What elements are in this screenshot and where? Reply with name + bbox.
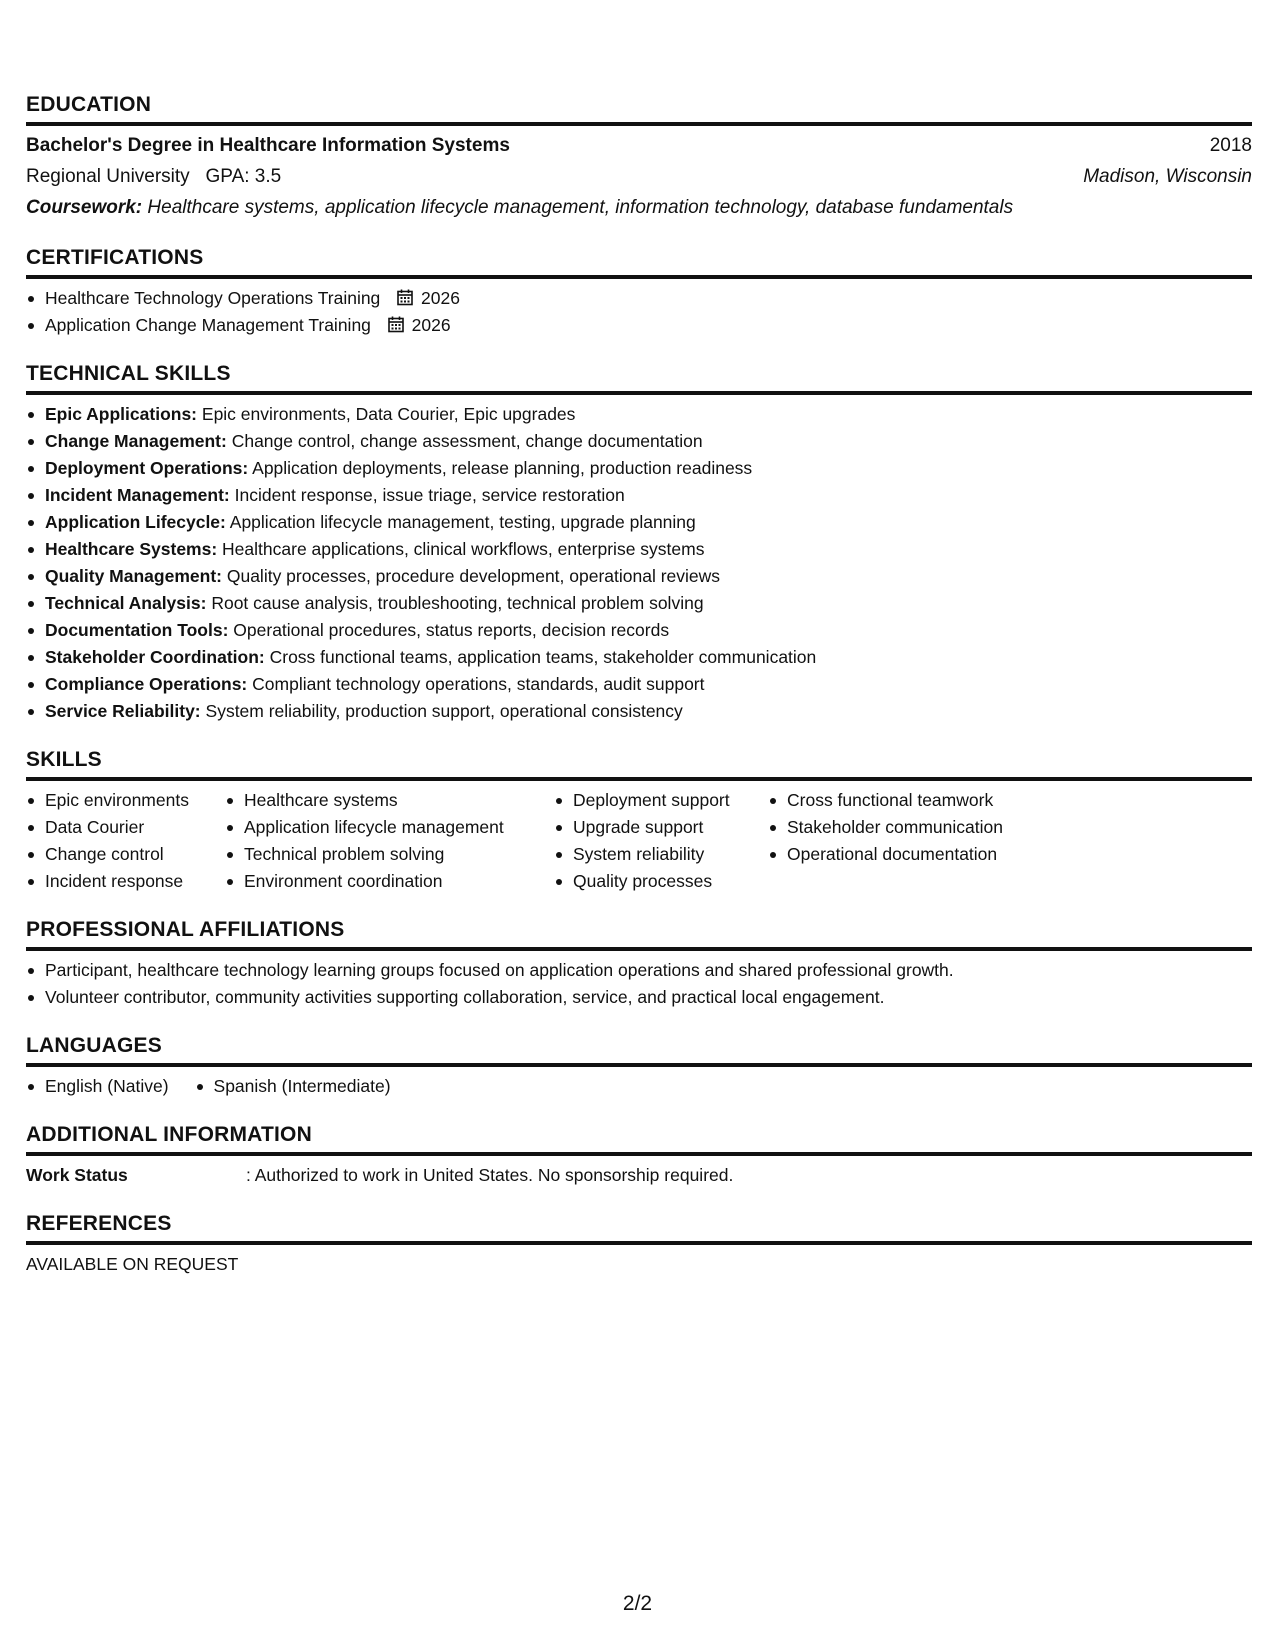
- skill-details: Incident response, issue triage, service restoration: [234, 485, 625, 505]
- skill-details: Healthcare applications, clinical workflows, enterprise systems: [222, 539, 705, 559]
- language-item: Spanish (Intermediate): [195, 1073, 391, 1100]
- skill-category: Technical Analysis:: [45, 593, 207, 613]
- skill-item: Operational documentation: [768, 841, 1068, 868]
- certification-name: Healthcare Technology Operations Training: [45, 288, 381, 308]
- degree-name: Bachelor's Degree in Healthcare Information Systems: [26, 135, 510, 156]
- skill-item: Data Courier: [26, 814, 225, 841]
- skill-details: Epic environments, Data Courier, Epic upgrades: [201, 404, 576, 424]
- technical-skills-list: [26, 401, 1252, 725]
- technical-skill-item: [26, 536, 1252, 563]
- skill-category: Application Lifecycle:: [45, 512, 226, 532]
- page-number: 2/2: [622, 1592, 653, 1615]
- skill-category: Documentation Tools:: [45, 620, 229, 640]
- work-status-row: [26, 1162, 1252, 1189]
- work-status-value: : Authorized to work in United States. No sponsorship required.: [246, 1165, 734, 1185]
- calendar-icon: [397, 289, 413, 306]
- skill-details: Operational procedures, status reports, decision records: [233, 620, 670, 640]
- skill-item: Application lifecycle management: [225, 814, 554, 841]
- skill-category: Change Management:: [45, 431, 227, 451]
- work-status-label: Work Status: [26, 1165, 128, 1185]
- certification-name: Application Change Management Training: [45, 315, 371, 335]
- skill-category: Service Reliability:: [45, 701, 201, 721]
- language-item: English (Native): [26, 1073, 169, 1100]
- skill-item: Upgrade support: [554, 814, 768, 841]
- language-group: [195, 1073, 391, 1100]
- coursework-label: Coursework:: [26, 197, 143, 218]
- skill-details: Compliant technology operations, standards, audit support: [252, 674, 705, 694]
- technical-skill-item: [26, 563, 1252, 590]
- skill-category: Stakeholder Coordination:: [45, 647, 265, 667]
- certifications-heading: CERTIFICATIONS: [26, 245, 1252, 279]
- technical-skill-item: [26, 617, 1252, 644]
- coursework: [26, 192, 1252, 223]
- certifications-list: [26, 285, 1252, 339]
- skill-category: Compliance Operations:: [45, 674, 248, 694]
- skill-item: Cross functional teamwork: [768, 787, 1068, 814]
- coursework-text: Healthcare systems, application lifecycle management, information technology, database fundamentals: [147, 197, 1014, 218]
- skill-details: Root cause analysis, troubleshooting, technical problem solving: [211, 593, 704, 613]
- technical-skill-item: [26, 482, 1252, 509]
- skill-item: Change control: [26, 841, 225, 868]
- certifications-section: [26, 245, 1252, 339]
- certification-year: 2026: [421, 288, 460, 308]
- skills-column: [768, 787, 1068, 895]
- technical-skills-section: [26, 361, 1252, 725]
- affiliations-heading: PROFESSIONAL AFFILIATIONS: [26, 917, 1252, 951]
- resume-page: [26, 92, 1252, 1300]
- affiliations-list: [26, 957, 1252, 1011]
- technical-skill-item: [26, 671, 1252, 698]
- school-info: [26, 161, 281, 192]
- languages-section: [26, 1033, 1252, 1100]
- skill-details: Application lifecycle management, testing, upgrade planning: [229, 512, 696, 532]
- skill-item: Epic environments: [26, 787, 225, 814]
- technical-skill-item: [26, 428, 1252, 455]
- skill-details: Change control, change assessment, change documentation: [231, 431, 703, 451]
- school-location: Madison, Wisconsin: [1083, 166, 1252, 187]
- skill-category: Deployment Operations:: [45, 458, 249, 478]
- skills-column: [26, 787, 225, 895]
- certification-year: 2026: [411, 315, 451, 335]
- skill-item: Stakeholder communication: [768, 814, 1068, 841]
- skill-details: Application deployments, release planning, production readiness: [252, 458, 753, 478]
- technical-skill-item: [26, 401, 1252, 428]
- skill-item: Technical problem solving: [225, 841, 554, 868]
- skill-category: Quality Management:: [45, 566, 222, 586]
- skill-details: System reliability, production support, operational consistency: [205, 701, 683, 721]
- languages-list: [26, 1073, 1252, 1100]
- skill-details: Quality processes, procedure development, operational reviews: [226, 566, 721, 586]
- references-section: [26, 1211, 1252, 1278]
- skill-item: System reliability: [554, 841, 768, 868]
- technical-skill-item: [26, 590, 1252, 617]
- skill-item: Environment coordination: [225, 868, 554, 895]
- technical-skills-heading: TECHNICAL SKILLS: [26, 361, 1252, 395]
- language-group: [26, 1073, 169, 1100]
- technical-skill-item: [26, 509, 1252, 536]
- graduation-year: 2018: [1209, 135, 1252, 156]
- skills-section: [26, 747, 1252, 895]
- calendar-icon: [388, 316, 404, 333]
- skill-item: Incident response: [26, 868, 225, 895]
- gpa: GPA: 3.5: [205, 166, 282, 187]
- skill-details: Cross functional teams, application teams, stakeholder communication: [269, 647, 817, 667]
- school-name: Regional University: [26, 166, 190, 187]
- languages-heading: LANGUAGES: [26, 1033, 1252, 1067]
- skills-heading: SKILLS: [26, 747, 1252, 781]
- skills-column: [225, 787, 554, 895]
- references-text: AVAILABLE ON REQUEST: [26, 1254, 239, 1274]
- certification-item: [26, 312, 1252, 339]
- skill-item: Quality processes: [554, 868, 768, 895]
- education-heading: EDUCATION: [26, 92, 1252, 126]
- skills-column: [554, 787, 768, 895]
- degree-row: [26, 130, 1252, 161]
- skill-item: Healthcare systems: [225, 787, 554, 814]
- certification-item: [26, 285, 1252, 312]
- additional-info-section: [26, 1122, 1252, 1189]
- affiliations-section: [26, 917, 1252, 1011]
- skill-category: Healthcare Systems:: [45, 539, 218, 559]
- technical-skill-item: [26, 698, 1252, 725]
- affiliation-item: Participant, healthcare technology learning groups focused on application operations and shared professional growth.: [26, 957, 1252, 984]
- technical-skill-item: [26, 455, 1252, 482]
- affiliation-item: Volunteer contributor, community activities supporting collaboration, service, and practical local engagement.: [26, 984, 1252, 1011]
- skill-category: Epic Applications:: [45, 404, 198, 424]
- references-heading: REFERENCES: [26, 1211, 1252, 1245]
- additional-info-heading: ADDITIONAL INFORMATION: [26, 1122, 1252, 1156]
- skill-category: Incident Management:: [45, 485, 230, 505]
- technical-skill-item: [26, 644, 1252, 671]
- education-section: [26, 92, 1252, 223]
- skill-item: Deployment support: [554, 787, 768, 814]
- skills-grid: [26, 787, 1252, 895]
- school-row: [26, 161, 1252, 192]
